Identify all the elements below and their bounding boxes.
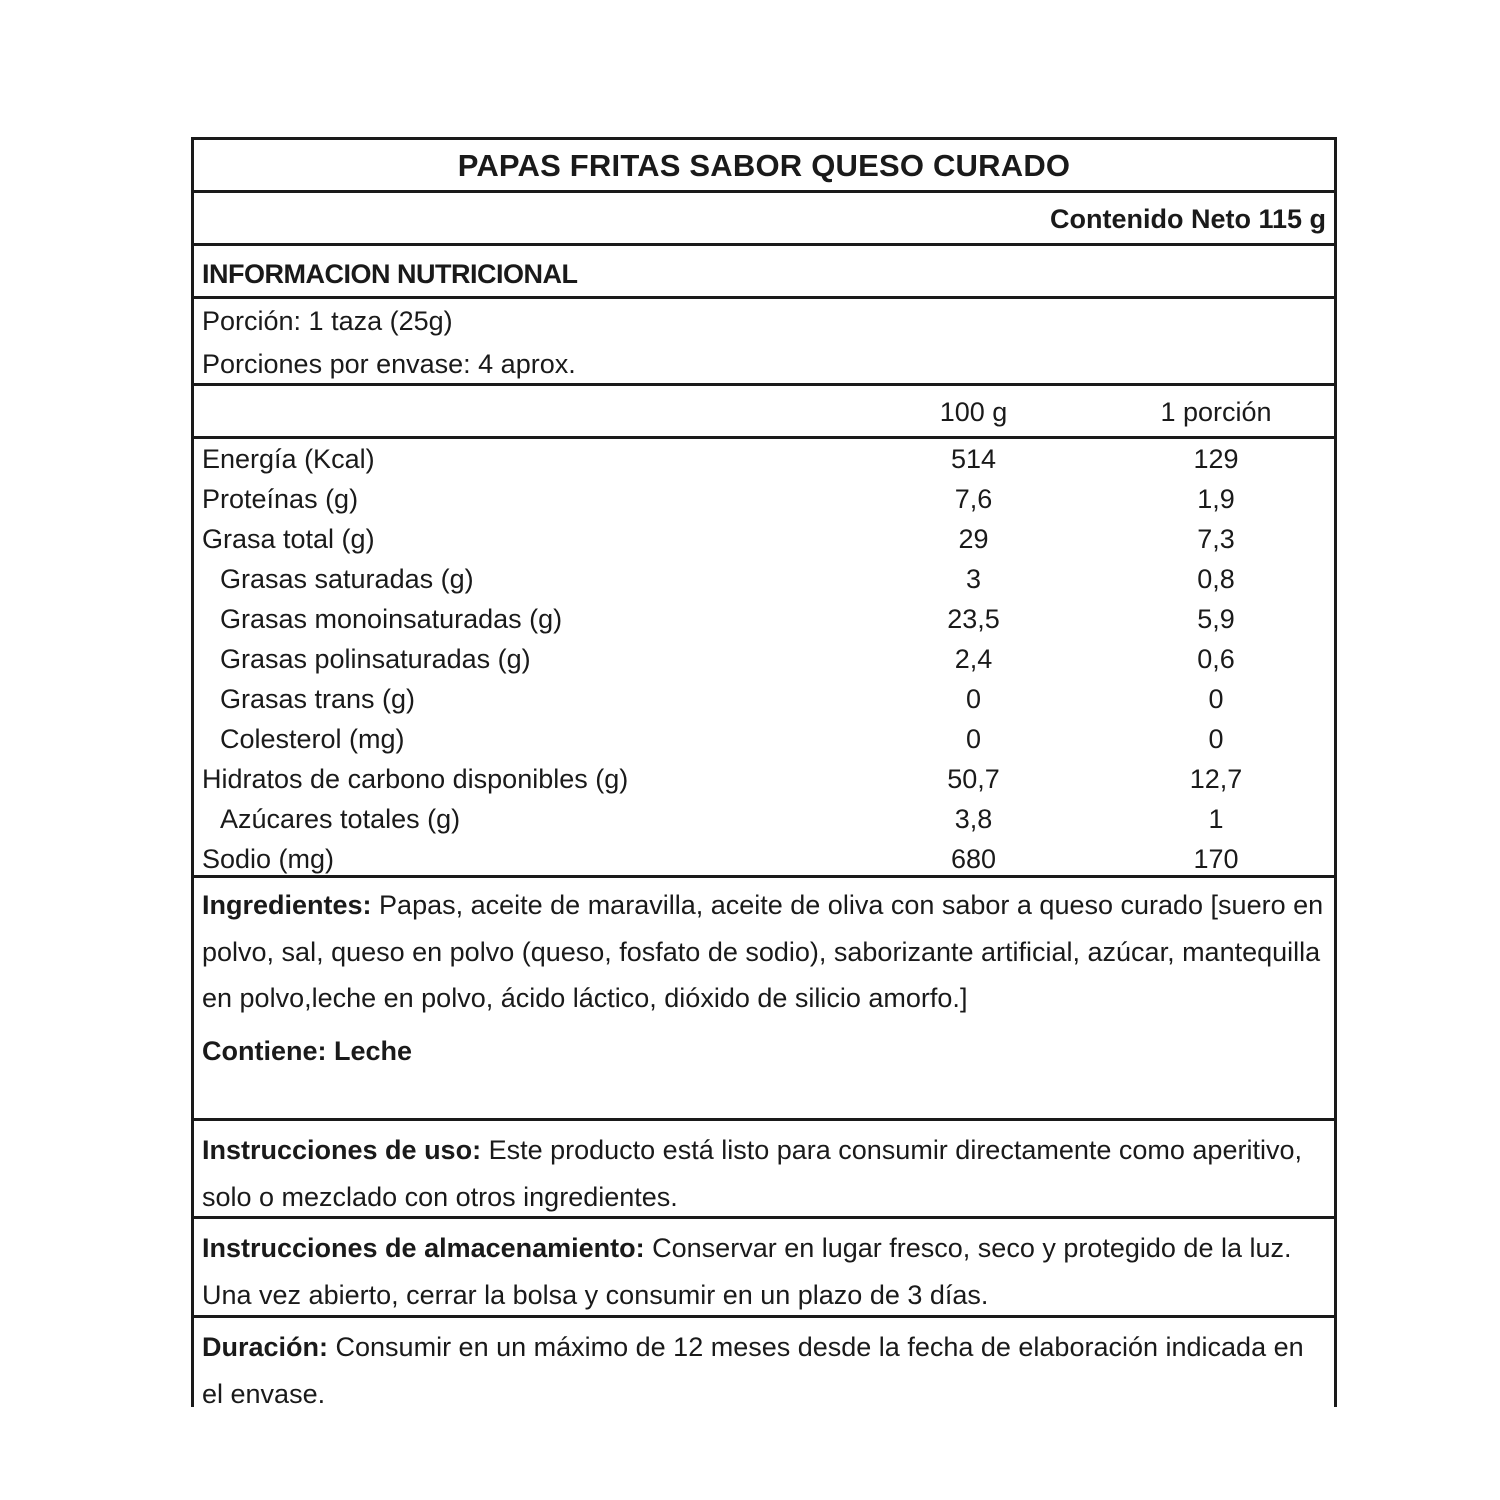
usage-text: Este producto está listo para consumir directamente como aperitivo, solo o mezclado con otros ingredientes. <box>202 1135 1302 1212</box>
nutrient-portion: 1 <box>1208 804 1224 834</box>
column-headers <box>194 386 1334 438</box>
nutrient-portion: 5,9 <box>1197 604 1235 634</box>
nutrient-row <box>194 719 1334 759</box>
nutrient-name: Azúcares totales (g) <box>220 804 461 834</box>
ingredients-text <box>202 882 1326 1022</box>
nutrient-per100: 0 <box>965 684 982 714</box>
duration-text: Consumir en un máximo de 12 meses desde la fecha de elaboración indicada en el envase. <box>202 1332 1304 1409</box>
nutrient-row <box>194 679 1334 719</box>
nutrient-per100: 680 <box>950 844 997 874</box>
nutrient-table <box>194 439 1334 877</box>
nutrient-row <box>194 759 1334 799</box>
nutrient-name: Proteínas (g) <box>202 484 359 514</box>
nutrient-row <box>194 639 1334 679</box>
servings-per-container: Porciones por envase: 4 aprox. <box>202 349 576 379</box>
nutrient-per100: 514 <box>950 444 997 474</box>
nutrient-row <box>194 439 1334 479</box>
duration-label: Duración: <box>202 1332 329 1362</box>
nutrient-row <box>194 599 1334 639</box>
nutrient-portion: 129 <box>1193 444 1239 474</box>
nutrient-per100: 0 <box>965 724 982 754</box>
net-content: Contenido Neto 115 g <box>1049 204 1326 234</box>
nutrient-per100: 3,8 <box>954 804 993 834</box>
nutrient-name: Sodio (mg) <box>202 844 335 874</box>
nutrient-per100: 2,4 <box>954 644 993 674</box>
nutrient-row <box>194 479 1334 519</box>
column-header-portion: 1 porción <box>1160 397 1272 427</box>
nutrient-row <box>194 799 1334 839</box>
nutrient-portion: 1,9 <box>1197 484 1235 514</box>
ingredients-list: Papas, aceite de maravilla, aceite de oliva con sabor a queso curado [suero en polvo, sal, queso en polvo (queso, fosfato de sodio), saborizante artificial, azúcar, mantequilla en polvo,leche en polvo, ácido láctico, dióxido de silicio amorfo.] <box>202 890 1324 1013</box>
nutrient-name: Grasas trans (g) <box>220 684 416 714</box>
nutrient-row <box>194 559 1334 599</box>
nutrient-per100: 50,7 <box>947 764 1000 794</box>
nutrient-per100: 23,5 <box>947 604 1000 634</box>
ingredients-section <box>194 878 1334 1118</box>
column-header-100g: 100 g <box>939 397 1008 427</box>
nutrient-name: Grasas monoinsaturadas (g) <box>220 604 563 634</box>
nutrient-name: Energía (Kcal) <box>202 444 375 474</box>
nutrient-portion: 0,6 <box>1197 644 1235 674</box>
serving-info <box>194 299 1334 385</box>
usage-section <box>194 1121 1334 1217</box>
usage-label: Instrucciones de uso: <box>202 1135 482 1165</box>
nutrient-portion: 0 <box>1208 724 1224 754</box>
nutrient-name: Grasas polinsaturadas (g) <box>220 644 531 674</box>
nutrient-portion: 170 <box>1193 844 1239 874</box>
nutrient-name: Colesterol (mg) <box>220 724 405 754</box>
nutrient-name: Grasa total (g) <box>202 524 375 554</box>
nutrition-label <box>191 137 1337 1407</box>
nutrient-row <box>194 519 1334 559</box>
allergen-contains: Contiene: Leche <box>202 1035 413 1066</box>
nutrient-portion: 12,7 <box>1189 764 1243 794</box>
nutrient-per100: 29 <box>958 524 989 554</box>
storage-text: Conservar en lugar fresco, seco y protegido de la luz. Una vez abierto, cerrar la bolsa y consumir en un plazo de 3 días. <box>202 1233 1292 1310</box>
nutrient-per100: 7,6 <box>954 484 993 514</box>
nutrient-portion: 7,3 <box>1197 524 1235 554</box>
storage-label: Instrucciones de almacenamiento: <box>202 1233 645 1263</box>
nutrient-portion: 0 <box>1208 684 1224 714</box>
ingredients-label: Ingredientes: <box>202 890 372 920</box>
nutrient-name: Grasas saturadas (g) <box>220 564 474 594</box>
serving-size: Porción: 1 taza (25g) <box>202 306 453 336</box>
product-title: PAPAS FRITAS SABOR QUESO CURADO <box>457 148 1071 183</box>
nutrient-per100: 3 <box>965 564 982 594</box>
nutrient-row <box>194 839 1334 879</box>
nutrient-portion: 0,8 <box>1197 564 1235 594</box>
storage-section <box>194 1219 1334 1316</box>
nutrition-heading: INFORMACION NUTRICIONAL <box>202 259 578 289</box>
duration-section <box>194 1318 1334 1410</box>
nutrient-name: Hidratos de carbono disponibles (g) <box>202 764 629 794</box>
